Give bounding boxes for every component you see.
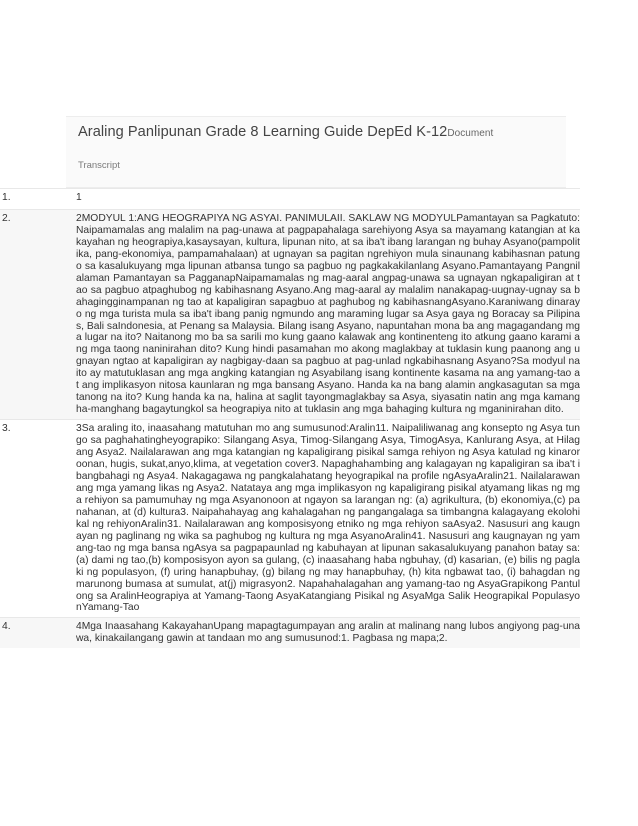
document-title bbox=[78, 124, 566, 140]
transcript-list bbox=[0, 188, 580, 648]
list-item bbox=[0, 209, 580, 419]
list-item bbox=[0, 617, 580, 648]
list-item bbox=[0, 419, 580, 617]
list-item-text: 3Sa araling ito, inaasahang matutuhan mo ang sumusunod:Aralin11. Naipaliliwanag ang konsepto ng Asya tungo sa paghahatingheyograpiko: Silangang Asya, Timog-Silangang Asya, TimogAsya, Kanlurang Asya, at Hilagang Asya2. Nailalarawan ang mga katangian ng kapaligirang pisikal samga rehiyon ng Asya katulad ng kinaroroonan, hugis, sukat,anyo,klima, at vegetation cover3. Napaghahambing ang kalagayan ng kapaligiran sa iba't ibangbahagi ng Asya4. Nakagagawa ng pangkalahatang heyograpikal na profile ngAsyaAralin21. Nailalarawan ang mga yamang likas ng Asya2. Natataya ang mga implikasyon ng kapaligirang pisikal atyamang likas ng mga rehiyon sa pamumuhay ng mga Asyanonoon at ngayon sa larangan ng: (a) agrikultura, (b) ekonomiya,(c) panahanan, at (d) kultura3. Naipahahayag ang kahalagahan ng pangangalaga sa timbangna kalagayang ekolohikal ng rehiyonAralin31. Nailalarawan ang komposisyong etniko ng mga rehiyon saAsya2. Nasusuri ang kaugnayan ng paglinang ng wika sa paghubog ng kultura ng mga AsyanoAralin41. Nasusuri ang kaugnayan ng yamang-tao ng mga bansa ngAsya sa pagpapaunlad ng kabuhayan at lipunan sakasalukuyang panahon batay sa: (a) dami ng tao,(b) komposisyon ayon sa gulang, (c) inaasahang haba ngbuhay, (d) kasarian, (e) bilis ng paglaki ng populasyon, (f) uring hanapbuhay, (g) bilang ng may hanapbuhay, (h) kita ngbawat tao, (i) bahagdan ng marunong bumasa at sumulat, at(j) migrasyon2. Napahahalagahan ang yamang-tao ng AsyaGrapikong Pantulong sa AralinHeograpiya at Yamang-Taong AsyaKatangiang Pisikal ng AsyaMga Salik Heograpikal PopulasyonYamang-Tao bbox=[76, 423, 580, 614]
list-item-text: 4Mga Inaasahang KakayahanUpang mapagtagumpayan ang aralin at malinang nang lubos angiyong pag-unawa, kinakailangang gawin at tandaan mo ang sumusunod:1. Pagbasa ng mapa;2. bbox=[76, 621, 580, 645]
list-item-number: 4. bbox=[2, 621, 11, 633]
list-item-number: 2. bbox=[2, 212, 11, 224]
list-item-number: 1. bbox=[2, 192, 11, 203]
list-item bbox=[0, 188, 580, 209]
list-item-text: 2MODYUL 1:ANG HEOGRAPIYA NG ASYAI. PANIMULAII. SAKLAW NG MODYULPamantayan sa Pagkatuto:Naipamamalas ang malalim na pag-unawa at pagpapahalaga sarehiyong Asya sa mayamang katangian at kakayahan ng heograpiya,kasaysayan, kultura, lipunan nito, at sa iba't ibang larangan ng buhay Asyano(pampolitika, pang-ekonomiya, pampamahalaan) at ugnayan sa pagitan ngrehiyon mula sinaunang kabihasnan patungo sa kasalukuyang mga lipunan atbansa tungo sa pagbuo ng pagkakakilanlang Asyano.Pamantayang Pangnilalaman Pamantayan sa PagganapNaipamamalas ng mag-aaral angpag-unawa sa ugnayan ngkapaligiran at tao sa pagbuo atpaghubog ng kabihasnang Asyano.Ang mag-aaral ay malalim nanakapag-uugnay-ugnay sa bahagingginampanan ng tao at kapaligiran sapagbuo at paghubog ng kabihasnangAsyano.Karaniwang dinarayo ng mga turista mula sa iba't ibang panig ngmundo ang maraming lugar sa Asya gaya ng Boracay sa Pilipinas, Bali saIndonesia, at Penang sa Malaysia. Bilang isang Asyano, napuntahan mona ba ang magagandang mga lugar na ito? Naitanong mo ba sa sarili mo kung gaano kalawak ang kontinenteng ito atkung gaano karami ang mga taong naninirahan dito? Kung hindi pasamahan mo akong maglakbay at tuklasin kung paanong ang ugnayan ngtao at kapaligiran ay nagbigay-daan sa pagbuo at pag-unlad ngkabihasnang Asyano?Sa modyul na ito ay matutuklasan ang mga angking katangian ng Asyabilang isang kontinente kasama na ang yamang-tao at ang implikasyon nitosa kaunlaran ng mga bansang Asyano. Handa ka na bang alamin angkasagutan sa mga tanong na ito? Kung handa ka na, halina at saglit tayongmaglakbay sa Asya, siyasatin natin ang mga kamangha-manghang bagaytungkol sa heograpiya nito at tuklasin ang mga bahaging kultura ng mganinirahan dito. bbox=[76, 212, 580, 416]
title-text: Araling Panlipunan Grade 8 Learning Guide DepEd K-12 bbox=[78, 124, 448, 140]
list-item-text: 1 bbox=[76, 192, 82, 203]
transcript-label: Transcript bbox=[78, 160, 120, 171]
list-item-number: 3. bbox=[2, 423, 11, 435]
title-suffix: Document bbox=[447, 128, 494, 139]
